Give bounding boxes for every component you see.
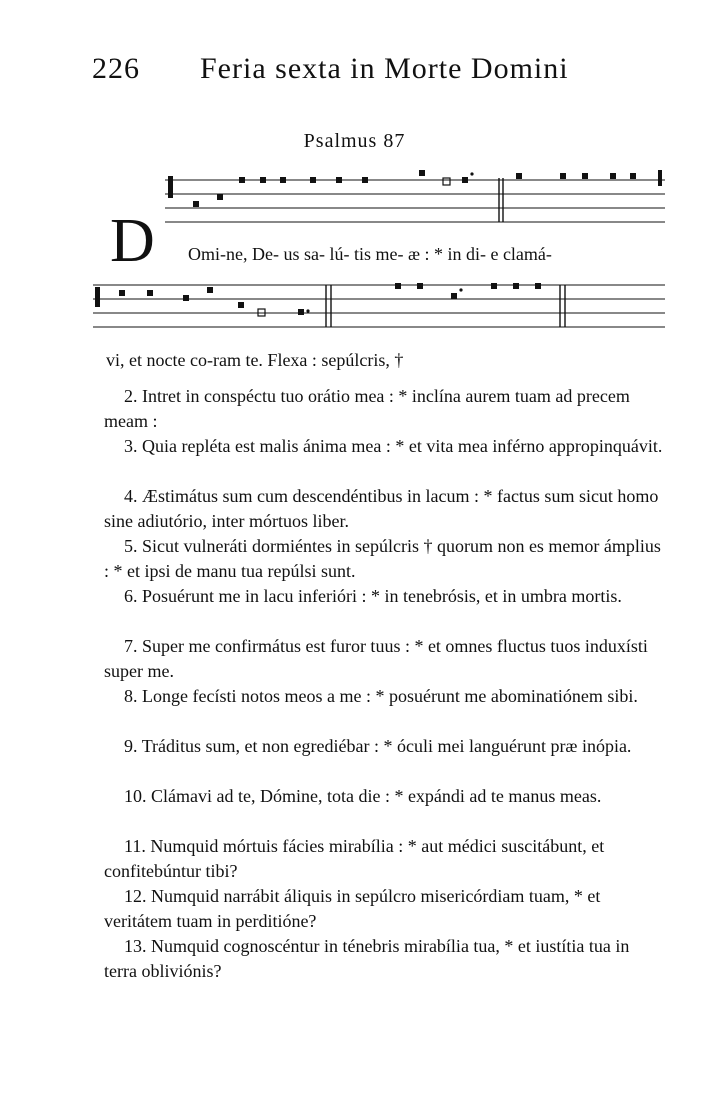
verse-number: 2. xyxy=(124,386,138,406)
psalm-verse xyxy=(104,584,664,609)
verse-number: 3. xyxy=(124,436,138,456)
verse-text: Super me confirmátus est furor tuus : * et omnes fluctus tuos induxísti super me. xyxy=(104,636,648,681)
verse-text: Sicut vulneráti dormiéntes in sepúlcris † quorum non es memor ámplius : * et ipsi de manu tua repúlsi sunt. xyxy=(104,536,661,581)
verse-text: Intret in conspéctu tuo orátio mea : * inclína aurem tuam ad precem meam : xyxy=(104,386,630,431)
verse-number: 13. xyxy=(124,936,147,956)
verse-number: 10. xyxy=(124,786,147,806)
psalm-verse xyxy=(104,534,664,584)
psalm-title: Psalmus 87 xyxy=(303,130,406,152)
psalm-verse xyxy=(104,634,664,684)
verse-text: Æstimátus sum cum descendéntibus in lacum : * factus sum sicut homo sine adiutório, inter mórtuos liber. xyxy=(104,486,659,531)
psalm-verse xyxy=(104,384,664,434)
verse-text: Posuérunt me in lacu inferióri : * in tenebrósis, et in umbra mortis. xyxy=(142,586,622,606)
verse-text: Tráditus sum, et non egrediébar : * óculi mei languérunt præ inópia. xyxy=(141,736,632,756)
psalm-verse xyxy=(104,434,664,459)
psalm-verse xyxy=(104,484,664,534)
verse-number: 6. xyxy=(124,586,138,606)
psalm-verse xyxy=(104,884,664,934)
verse-number: 7. xyxy=(124,636,138,656)
verse-text: Numquid narrábit áliquis in sepúlcro misericórdiam tuam, * et veritátem tuam in perditióne? xyxy=(104,886,601,931)
running-title: Feria sexta in Morte Domini xyxy=(200,52,569,85)
verse-number: 4. xyxy=(124,486,138,506)
chant-lyric-line-1: Omi-ne, De- us sa- lú- tis me- æ : * in di- e clamá- xyxy=(188,244,552,264)
psalm-verse xyxy=(104,734,664,759)
verse-number: 11. xyxy=(124,836,146,856)
verse-number: 12. xyxy=(124,886,147,906)
verse-text: Quia repléta est malis ánima mea : * et vita mea inférno appropinquávit. xyxy=(142,436,663,456)
page-number: 226 xyxy=(92,52,140,85)
chant-staff-2 xyxy=(93,283,665,339)
verse-number: 9. xyxy=(124,736,138,756)
psalm-verse xyxy=(104,684,664,709)
verse-text: Clámavi ad te, Dómine, tota die : * expándi ad te manus meas. xyxy=(151,786,602,806)
verse-text: Numquid cognoscéntur in ténebris mirabília tua, * et iustítia tua in terra obliviónis? xyxy=(104,936,630,981)
verse-text: Longe fecísti notos meos a me : * posuérunt me abominatiónem sibi. xyxy=(142,686,638,706)
drop-capital: D xyxy=(110,207,155,275)
verse-number: 8. xyxy=(124,686,138,706)
chant-staff-1 xyxy=(165,168,665,224)
psalm-verse xyxy=(104,834,664,884)
psalm-verse xyxy=(104,934,664,984)
verse-text: Numquid mórtuis fácies mirabília : * aut médici suscitábunt, et confitebúntur tibi? xyxy=(104,836,605,881)
verse-number: 5. xyxy=(124,536,138,556)
chant-lyric-line-2: vi, et nocte co-ram te. Flexa : sepúlcris, † xyxy=(106,350,404,370)
psalm-verse xyxy=(104,784,664,809)
